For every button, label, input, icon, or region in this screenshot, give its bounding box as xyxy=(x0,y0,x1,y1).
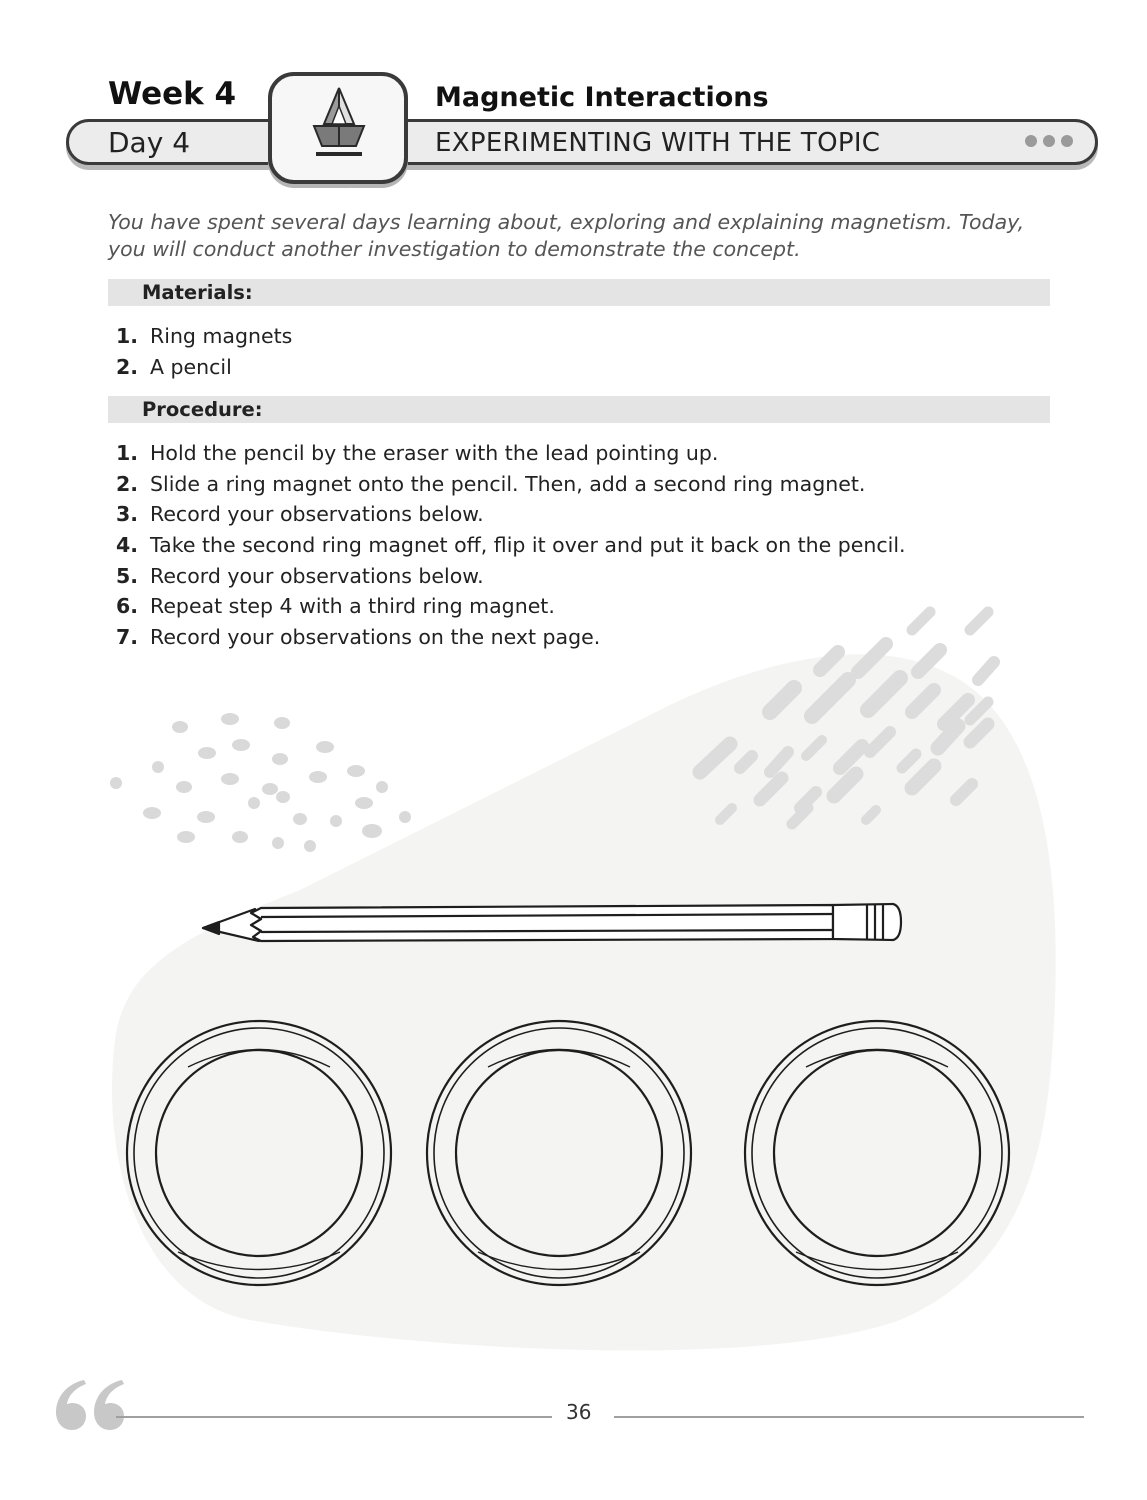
footer-line-left xyxy=(116,1416,552,1418)
item-number: 7. xyxy=(116,625,139,650)
procedure-heading: Procedure: xyxy=(108,396,1050,423)
item-number: 2. xyxy=(116,471,139,496)
list-item xyxy=(116,321,292,352)
list-item xyxy=(116,622,906,653)
item-text: Repeat step 4 with a third ring magnet. xyxy=(150,594,555,619)
pencil-illustration xyxy=(195,895,905,951)
item-text: Ring magnets xyxy=(150,324,293,348)
item-text: A pencil xyxy=(150,354,232,379)
list-item xyxy=(116,530,906,561)
item-number: 1. xyxy=(116,441,139,465)
topic-subtitle: EXPERIMENTING WITH THE TOPIC xyxy=(435,128,881,158)
item-text: Record your observations below. xyxy=(150,563,484,588)
page-number: 36 xyxy=(566,1400,592,1424)
quote-mark-icon xyxy=(50,1374,130,1434)
item-number: 5. xyxy=(116,563,139,588)
list-item xyxy=(116,352,292,383)
item-text: Record your observations on the next page. xyxy=(150,625,601,650)
item-text: Record your observations below. xyxy=(150,502,484,527)
day-label: Day 4 xyxy=(108,126,191,159)
item-number: 4. xyxy=(116,533,139,558)
item-number: 2. xyxy=(116,354,139,379)
list-item xyxy=(116,591,906,622)
item-text: Take the second ring magnet off, flip it over and put it back on the pencil. xyxy=(150,533,906,558)
ring-magnet xyxy=(118,1012,400,1294)
ring-magnet xyxy=(736,1012,1018,1294)
dot xyxy=(1043,135,1055,147)
footer-line-right xyxy=(614,1416,1084,1418)
item-number: 6. xyxy=(116,594,139,619)
item-number: 3. xyxy=(116,502,139,527)
ring-magnet xyxy=(418,1012,700,1294)
decorative-dots xyxy=(100,705,420,865)
icon-box xyxy=(268,72,408,184)
header-dots xyxy=(1025,135,1073,147)
list-item xyxy=(116,438,906,469)
materials-heading: Materials: xyxy=(108,279,1050,306)
dot xyxy=(1061,135,1073,147)
topic-title: Magnetic Interactions xyxy=(435,82,769,113)
item-text: Hold the pencil by the eraser with the lead pointing up. xyxy=(150,441,719,465)
intro-text: You have spent several days learning about, exploring and explaining magnetism. Today, you will conduct another investigation to demonstrate the concept. xyxy=(108,210,1025,261)
materials-list xyxy=(116,321,292,382)
item-number: 1. xyxy=(116,324,139,348)
list-item xyxy=(116,499,906,530)
week-title: Week 4 xyxy=(108,76,237,112)
list-item xyxy=(116,469,906,500)
item-text: Slide a ring magnet onto the pencil. Then, add a second ring magnet. xyxy=(150,471,866,496)
list-item xyxy=(116,561,906,592)
procedure-list xyxy=(116,438,906,653)
sailboat-icon xyxy=(310,84,368,160)
dot xyxy=(1025,135,1037,147)
